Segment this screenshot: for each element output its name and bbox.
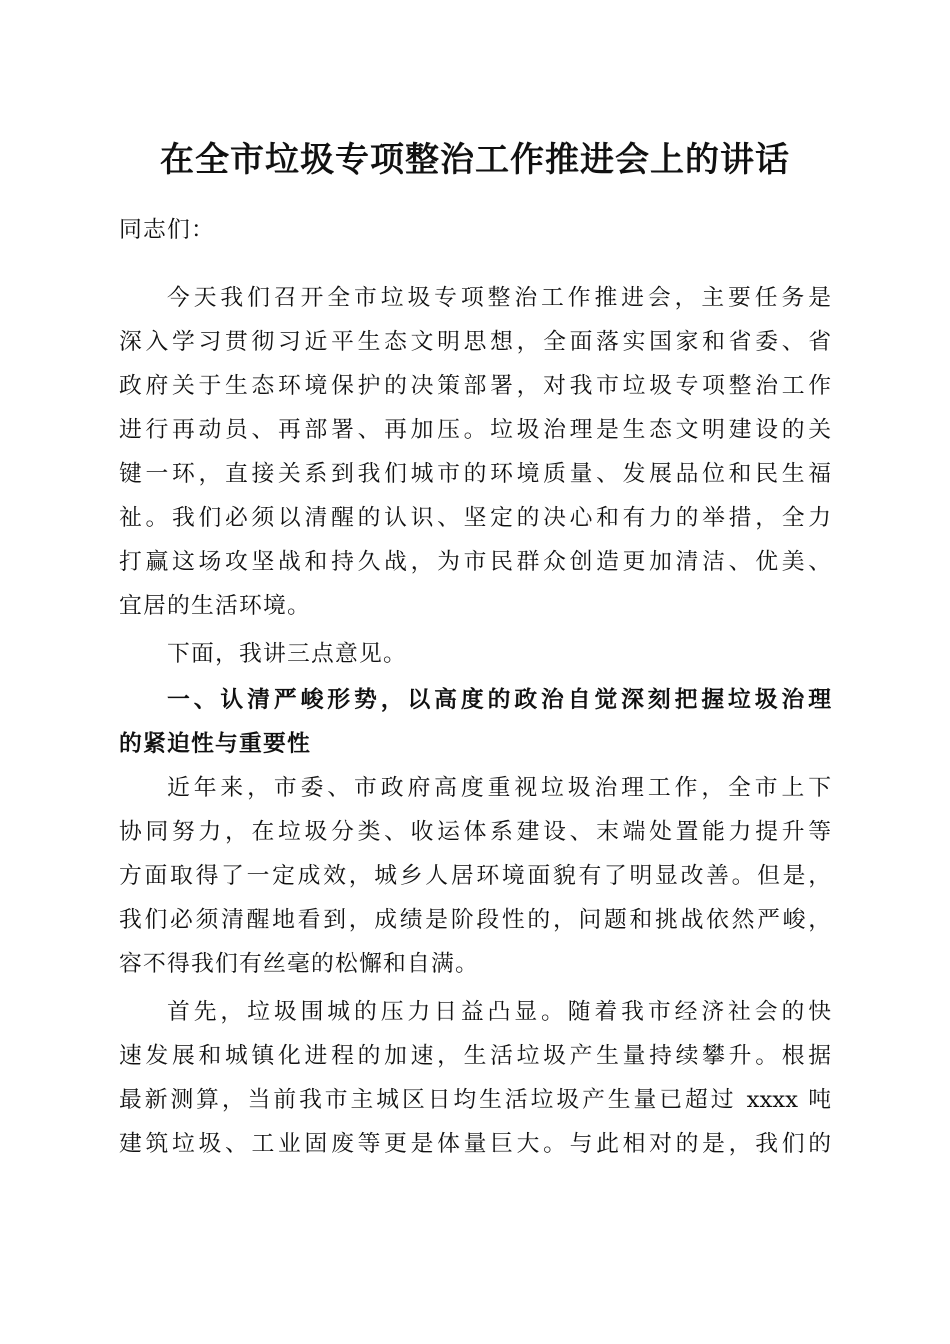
paragraph-line: 政府关于生态环境保护的决策部署，对我市垃圾专项整治工作: [119, 373, 831, 399]
paragraph-line: 我们必须清醒地看到，成绩是阶段性的，问题和挑战依然严峻，: [119, 907, 831, 933]
paragraph-line: 进行再动员、再部署、再加压。垃圾治理是生态文明建设的关: [119, 417, 831, 443]
paragraph-line: 最新测算，当前我市主城区日均生活垃圾产生量已超过 xxxx 吨: [119, 1087, 831, 1113]
paragraph-line: 今天我们召开全市垃圾专项整治工作推进会，主要任务是: [167, 285, 831, 311]
paragraph-line: 容不得我们有丝毫的松懈和自满。: [119, 951, 479, 977]
paragraph-line: 建筑垃圾、工业固废等更是体量巨大。与此相对的是，我们的: [119, 1131, 831, 1157]
section-heading: 的紧迫性与重要性: [119, 731, 311, 757]
paragraph-line: 打赢这场攻坚战和持久战，为市民群众创造更加清洁、优美、: [119, 549, 831, 575]
paragraph-line: 方面取得了一定成效，城乡人居环境面貌有了明显改善。但是，: [119, 863, 831, 889]
salutation: 同志们：: [119, 217, 215, 243]
paragraph-line: 协同努力，在垃圾分类、收运体系建设、末端处置能力提升等: [119, 819, 831, 845]
document-title: 在全市垃圾专项整治工作推进会上的讲话: [160, 140, 790, 180]
paragraph-line: 祉。我们必须以清醒的认识、坚定的决心和有力的举措，全力: [119, 505, 831, 531]
paragraph-line: 深入学习贯彻习近平生态文明思想，全面落实国家和省委、省: [119, 329, 831, 355]
paragraph-line: 键一环，直接关系到我们城市的环境质量、发展品位和民生福: [119, 461, 831, 487]
paragraph-line: 宜居的生活环境。: [119, 593, 311, 619]
paragraph-line: 首先，垃圾围城的压力日益凸显。随着我市经济社会的快: [167, 999, 831, 1025]
paragraph-line: 下面，我讲三点意见。: [167, 641, 407, 667]
section-heading: 一、认清严峻形势，以高度的政治自觉深刻把握垃圾治理: [167, 687, 831, 713]
paragraph-line: 速发展和城镇化进程的加速，生活垃圾产生量持续攀升。根据: [119, 1043, 831, 1069]
paragraph-line: 近年来，市委、市政府高度重视垃圾治理工作，全市上下: [167, 775, 831, 801]
